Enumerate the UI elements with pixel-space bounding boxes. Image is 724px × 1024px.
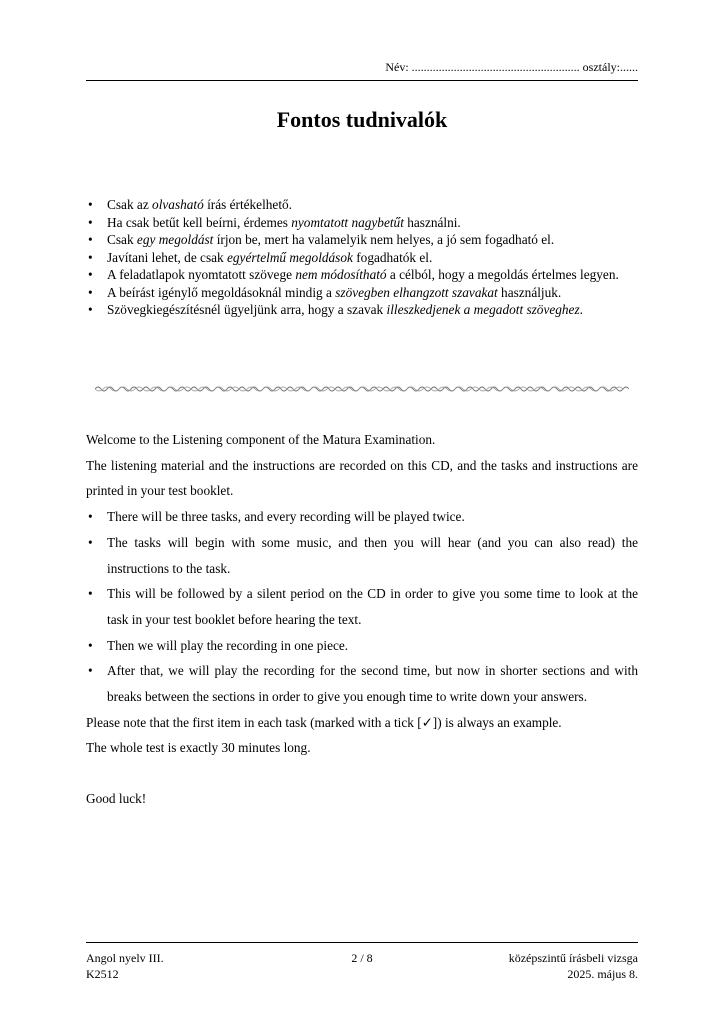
bullet-icon: • [88, 663, 93, 679]
list-item: • There will be three tasks, and every recording will be played twice. [86, 504, 638, 530]
hungarian-instructions-list [86, 196, 638, 319]
duration-text: The whole test is exactly 30 minutes long. [86, 740, 311, 756]
bullet-icon: • [88, 249, 93, 265]
exam-date: 2025. május 8. [567, 967, 638, 981]
bullet-icon: • [88, 586, 93, 602]
subject-label: Angol nyelv III. [86, 951, 164, 965]
ornamental-divider [95, 384, 629, 394]
bullet-icon: • [88, 267, 93, 282]
listening-instructions [86, 427, 638, 812]
intro-text: The listening material and the instructions are recorded on this CD, and the tasks and instructions are printed in your test booklet. [86, 457, 638, 499]
bullet-icon: • [88, 534, 93, 550]
closing-text: Good luck! [86, 791, 147, 807]
exam-level: középszintű írásbeli vizsga [508, 951, 638, 965]
list-item: • Szövegkiegészítésnél ügyeljünk arra, hogy a szavak illeszkedjenek a megadott szöveghez. [88, 302, 583, 317]
list-item: • A beírást igénylő megoldásoknál mindig a szövegben elhangzott szavakat használjuk. [88, 284, 562, 300]
exam-code: K2512 [86, 967, 119, 981]
list-item: • This will be followed by a silent period on the CD in order to give you some time to look at the task in your test booklet before hearing the text. [86, 581, 638, 632]
page-title: Fontos tudnivalók [276, 107, 448, 132]
list-item: • Then we will play the recording in one piece. [86, 633, 638, 659]
example-note: Please note that the first item in each task (marked with a tick [✓]) is always an example. [86, 714, 562, 730]
list-item: • Csak egy megoldást írjon be, mert ha valamelyik nem helyes, a jó sem fogadható el. [88, 232, 555, 247]
bullet-icon: • [88, 284, 93, 300]
bullet-icon: • [88, 214, 93, 230]
list-item: • Ha csak betűt kell beírni, érdemes nyomtatott nagybetűt használni. [88, 214, 461, 230]
english-instructions-list [86, 504, 638, 710]
list-item: • After that, we will play the recording for the second time, but now in shorter sections and with breaks between the sections in order to give you enough time to write down your answers. [86, 658, 638, 709]
bullet-icon: • [88, 232, 93, 247]
welcome-text: Welcome to the Listening component of the Matura Examination. [86, 432, 436, 447]
bullet-icon: • [88, 637, 93, 653]
footer-rule [86, 942, 638, 943]
bullet-icon: • [88, 509, 93, 525]
list-item: • Csak az olvasható írás értékelhető. [88, 197, 293, 212]
bullet-icon: • [88, 197, 93, 212]
name-class-field: Név: ........................................................ osztály:...... [385, 60, 638, 74]
header-rule [86, 80, 638, 81]
page-number: 2 / 8 [351, 951, 373, 965]
list-item: • A feladatlapok nyomtatott szövege nem módosítható a célból, hogy a megoldás értelmes legyen. [88, 267, 619, 282]
list-item: • Javítani lehet, de csak egyértelmű megoldások fogadhatók el. [88, 249, 433, 265]
list-item: • The tasks will begin with some music, and then you will hear (and you can also read) the instructions to the task. [86, 530, 638, 581]
bullet-icon: • [88, 302, 93, 317]
